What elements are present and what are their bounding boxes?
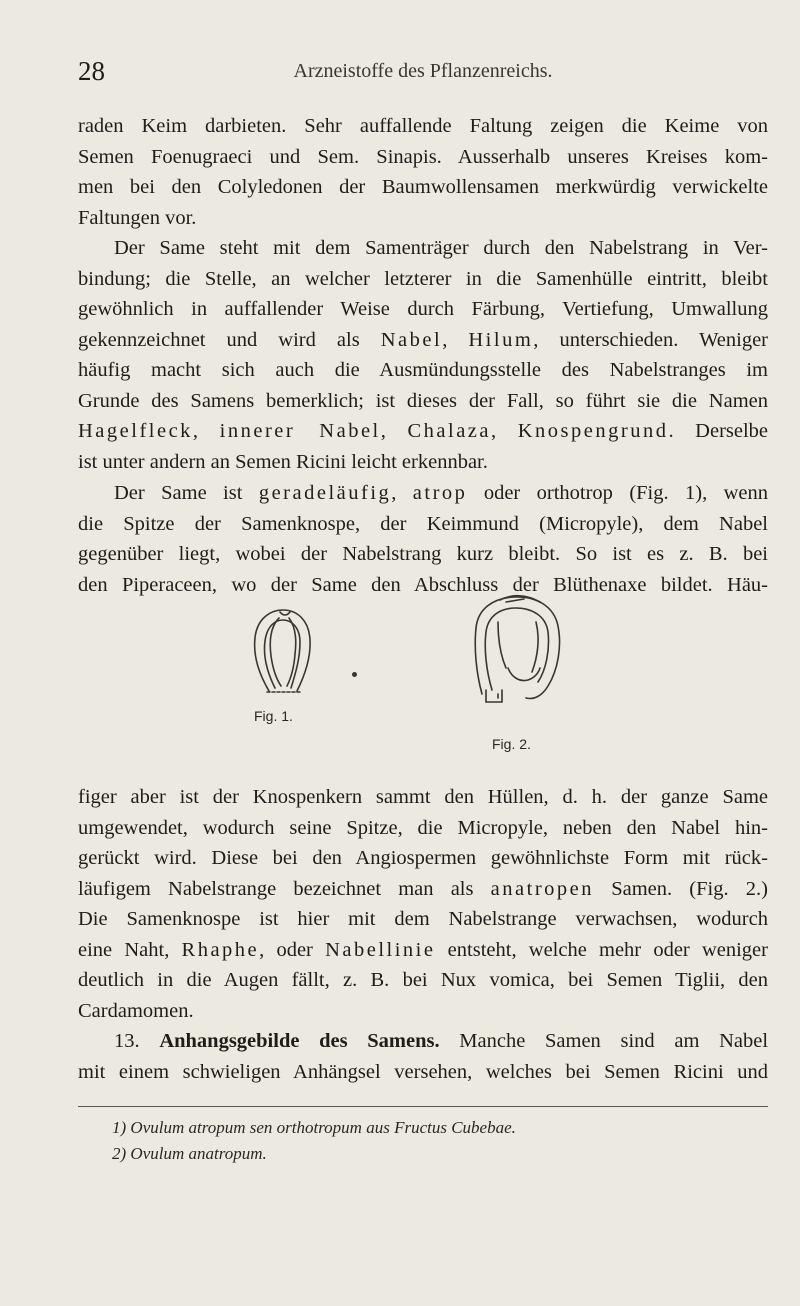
text-line: gegenüber liegt, wobei der Nabelstrang kurz bleibt. So ist es z. B. bei xyxy=(78,543,768,565)
text-line: gerückt wird. Diese bei den Angiospermen gewöhnlichste Form mit rück- xyxy=(78,847,768,869)
text-run: gekennzeichnet und wird als xyxy=(78,328,381,351)
page-number: 28 xyxy=(78,56,105,86)
term-chalaza: Chalaza xyxy=(407,420,491,442)
text-run: . Derselbe xyxy=(668,420,768,442)
footnote-divider xyxy=(78,1106,768,1107)
text-run: Der Same ist xyxy=(114,482,259,504)
section-heading: Anhangsgebilde des Samens. xyxy=(159,1030,440,1052)
term-atrop: atrop xyxy=(412,482,468,504)
paragraph-nabel xyxy=(78,233,768,477)
term-rhaphe: Rhaphe xyxy=(181,938,260,961)
text-run: läufigem Nabelstrange bezeichnet man als xyxy=(78,877,491,900)
term-knospengrund: Knospengrund xyxy=(517,420,669,442)
fig2-anatropous-ovule-illustration xyxy=(470,594,570,706)
paragraph-anatrop xyxy=(78,782,768,1026)
footnote-1: 1) Ovulum atropum sen orthotropum aus Fructus Cubebae. xyxy=(112,1118,516,1137)
text-line: Cardamomen. xyxy=(78,999,194,1022)
fig2-caption: Fig. 2. xyxy=(492,736,531,752)
text-line: mit einem schwieligen Anhängsel versehen, welches bei Semen Ricini und xyxy=(78,1060,768,1083)
text-line xyxy=(78,325,768,356)
text-line: men bei den Colyledonen der Baumwollensamen merkwürdig verwickelte xyxy=(78,176,768,198)
text-run: Samen. (Fig. 2.) xyxy=(594,877,768,900)
paragraph-keim-faltung xyxy=(78,111,768,233)
text-line: umgewendet, wodurch seine Spitze, die Micropyle, neben den Nabel hin- xyxy=(78,816,768,839)
text-run: , xyxy=(491,420,518,442)
text-line: figer aber ist der Knospenkern sammt den Hüllen, d. h. der ganze Same xyxy=(78,786,768,808)
fig1-atropous-ovule-illustration xyxy=(245,608,325,698)
figure-dot xyxy=(352,672,357,677)
text-line: Die Samenknospe ist hier mit dem Nabelstrange verwachsen, wodurch xyxy=(78,908,768,930)
text-line: Semen Foenugraeci und Sem. Sinapis. Ausserhalb unseres Kreises kom- xyxy=(78,145,768,168)
text-run: , unterschieden. Weniger xyxy=(533,328,768,351)
term-hagelfleck: Hagelfleck xyxy=(78,420,193,442)
text-line xyxy=(78,935,768,966)
text-line xyxy=(78,478,768,509)
text-line: gewöhnlich in auffallender Weise durch Färbung, Vertiefung, Umwallung xyxy=(78,298,768,320)
text-line: Faltungen vor. xyxy=(78,206,197,229)
text-line: häufig macht sich auch die Ausmündungsstelle des Nabelstranges im xyxy=(78,359,768,381)
text-run: , xyxy=(380,420,408,442)
paragraph-atrop xyxy=(78,478,768,600)
text-run: Manche Samen sind am Nabel xyxy=(439,1030,768,1052)
text-line: bindung; die Stelle, an welcher letzterer in die Samenhülle eintritt, bleibt xyxy=(78,267,768,290)
section-number: 13. xyxy=(114,1030,160,1052)
section-13 xyxy=(78,1026,768,1087)
text-run: entsteht, welche mehr oder weniger xyxy=(435,938,768,961)
text-run: , xyxy=(442,328,469,351)
page-header xyxy=(78,56,768,90)
text-line: raden Keim darbieten. Sehr auffallende Faltung zeigen die Keime von xyxy=(78,115,768,137)
text-line: Grunde des Samens bemerklich; ist dieses der Fall, so führt sie die Namen xyxy=(78,389,768,412)
figure-area xyxy=(230,590,670,760)
text-run: , xyxy=(391,482,413,504)
term-nabellinie: Nabellinie xyxy=(325,938,436,961)
footnote-2: 2) Ovulum anatropum. xyxy=(112,1144,267,1163)
text-line: den Piperaceen, wo der Same den Abschluss der Blüthenaxe bildet. Häu- xyxy=(78,573,768,596)
fig1-caption: Fig. 1. xyxy=(254,708,293,724)
text-line: deutlich in die Augen fällt, z. B. bei Nux vomica, bei Semen Tiglii, den xyxy=(78,969,768,991)
text-line: ist unter andern an Semen Ricini leicht erkennbar. xyxy=(78,450,488,473)
term-hilum: Hilum xyxy=(468,328,534,351)
text-line xyxy=(78,874,768,905)
text-line: Der Same steht mit dem Samenträger durch den Nabelstrang in Ver- xyxy=(114,237,768,259)
text-run: eine Naht, xyxy=(78,938,182,961)
text-run: oder orthotrop (Fig. 1), wenn xyxy=(467,482,768,504)
text-run: , xyxy=(192,420,220,442)
term-geradelaeufig: geradeläufig xyxy=(258,482,392,504)
text-line: die Spitze der Samenknospe, der Keimmund (Micropyle), dem Nabel xyxy=(78,512,768,535)
text-run: , oder xyxy=(259,938,326,961)
term-innerer-nabel: innerer Nabel xyxy=(219,420,381,442)
term-nabel: Nabel xyxy=(380,328,443,351)
text-line xyxy=(78,416,768,447)
term-anatropen: anatropen xyxy=(490,877,594,900)
running-title: Arzneistoffe des Pflanzenreichs. xyxy=(293,60,553,82)
text-line xyxy=(78,1026,768,1057)
